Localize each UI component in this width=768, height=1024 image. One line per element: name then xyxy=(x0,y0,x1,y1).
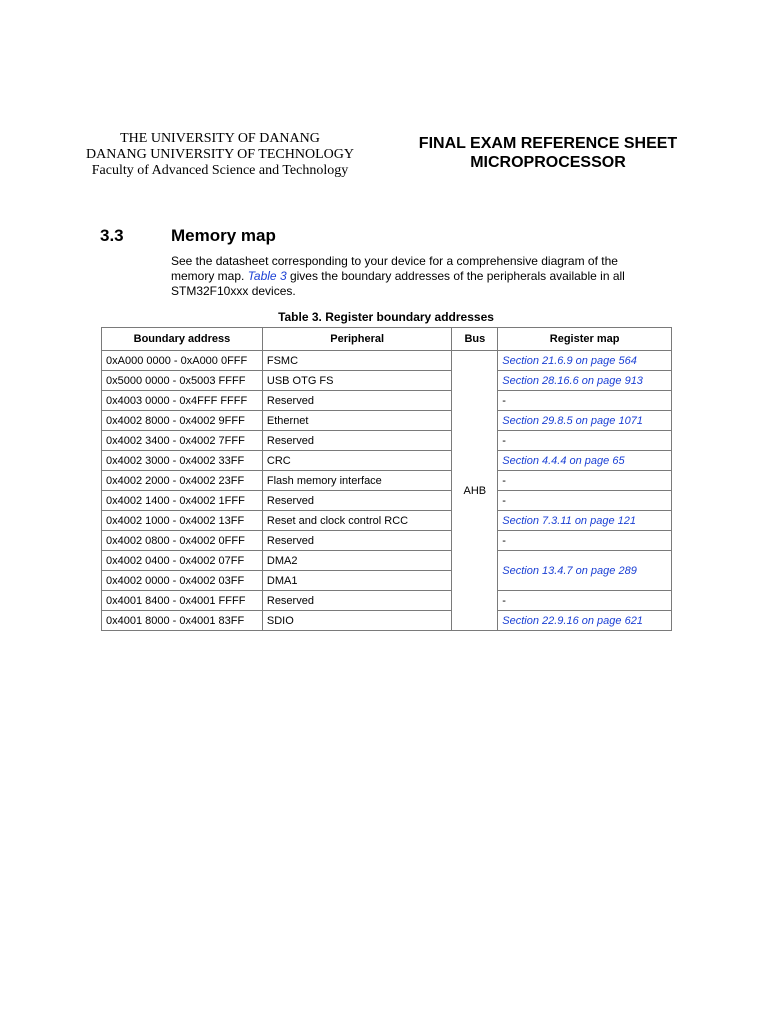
section-intro xyxy=(171,254,661,299)
cell-peripheral: Reserved xyxy=(262,431,452,451)
table-row xyxy=(102,391,672,411)
cell-register-map: - xyxy=(498,531,672,551)
cell-peripheral: USB OTG FS xyxy=(262,371,452,391)
register-map-link[interactable]: Section 13.4.7 on page 289 xyxy=(498,551,672,591)
register-map-link[interactable]: Section 28.16.6 on page 913 xyxy=(498,371,672,391)
register-map-link[interactable]: Section 22.9.16 on page 621 xyxy=(498,611,672,631)
table-row xyxy=(102,511,672,531)
table-row xyxy=(102,551,672,571)
table-row xyxy=(102,371,672,391)
table-row xyxy=(102,351,672,371)
cell-boundary-address: 0x4002 8000 - 0x4002 9FFF xyxy=(102,411,263,431)
table-row xyxy=(102,471,672,491)
cell-peripheral: Ethernet xyxy=(262,411,452,431)
cell-boundary-address: 0x4002 0000 - 0x4002 03FF xyxy=(102,571,263,591)
intro-text-2: gives the boundary addresses of the peripherals available in all STM32F10xxx devices. xyxy=(171,269,625,298)
cell-peripheral: DMA2 xyxy=(262,551,452,571)
cell-peripheral: Reserved xyxy=(262,531,452,551)
university-header xyxy=(70,131,370,179)
cell-register-map: - xyxy=(498,591,672,611)
table-reference-link[interactable]: Table 3 xyxy=(247,269,287,283)
cell-peripheral: Reserved xyxy=(262,391,452,411)
register-map-link[interactable]: Section 4.4.4 on page 65 xyxy=(498,451,672,471)
cell-boundary-address: 0x5000 0000 - 0x5003 FFFF xyxy=(102,371,263,391)
header-register-map: Register map xyxy=(498,328,672,351)
section-number: 3.3 xyxy=(100,226,124,245)
section-title: Memory map xyxy=(171,226,276,245)
table-row xyxy=(102,411,672,431)
cell-peripheral: DMA1 xyxy=(262,571,452,591)
register-boundary-table xyxy=(101,327,672,631)
table-row xyxy=(102,591,672,611)
table-body xyxy=(102,351,672,631)
exam-title-line-2: MICROPROCESSOR xyxy=(470,154,626,171)
exam-title xyxy=(390,134,706,172)
table-caption: Table 3. Register boundary addresses xyxy=(278,310,494,324)
register-map-link[interactable]: Section 21.6.9 on page 564 xyxy=(498,351,672,371)
cell-boundary-address: 0x4002 0400 - 0x4002 07FF xyxy=(102,551,263,571)
cell-boundary-address: 0x4003 0000 - 0x4FFF FFFF xyxy=(102,391,263,411)
table-row xyxy=(102,431,672,451)
register-map-link[interactable]: Section 29.8.5 on page 1071 xyxy=(498,411,672,431)
cell-peripheral: Reserved xyxy=(262,591,452,611)
header-boundary-address: Boundary address xyxy=(102,328,263,351)
table-header-row xyxy=(102,328,672,351)
exam-title-line-1: FINAL EXAM REFERENCE SHEET xyxy=(418,135,678,152)
cell-boundary-address: 0x4002 1000 - 0x4002 13FF xyxy=(102,511,263,531)
cell-boundary-address: 0x4001 8400 - 0x4001 FFFF xyxy=(102,591,263,611)
register-map-link[interactable]: Section 7.3.11 on page 121 xyxy=(498,511,672,531)
cell-boundary-address: 0x4002 3000 - 0x4002 33FF xyxy=(102,451,263,471)
cell-boundary-address: 0x4002 0800 - 0x4002 0FFF xyxy=(102,531,263,551)
cell-boundary-address: 0x4002 1400 - 0x4002 1FFF xyxy=(102,491,263,511)
school-name: DANANG UNIVERSITY OF TECHNOLOGY xyxy=(86,147,354,162)
cell-register-map: - xyxy=(498,431,672,451)
cell-register-map: - xyxy=(498,491,672,511)
cell-bus: AHB xyxy=(452,351,498,631)
faculty-name: Faculty of Advanced Science and Technology xyxy=(91,163,349,178)
cell-register-map: - xyxy=(498,471,672,491)
table-row xyxy=(102,531,672,551)
cell-boundary-address: 0x4002 2000 - 0x4002 23FF xyxy=(102,471,263,491)
cell-peripheral: FSMC xyxy=(262,351,452,371)
cell-peripheral: SDIO xyxy=(262,611,452,631)
cell-peripheral: Flash memory interface xyxy=(262,471,452,491)
header-peripheral: Peripheral xyxy=(262,328,452,351)
cell-boundary-address: 0xA000 0000 - 0xA000 0FFF xyxy=(102,351,263,371)
intro-text-1: See the datasheet corresponding to your device for a comprehensive diagram of the memory map. xyxy=(171,254,618,283)
header-bus: Bus xyxy=(452,328,498,351)
table-row xyxy=(102,491,672,511)
table-row xyxy=(102,451,672,471)
university-name: THE UNIVERSITY OF DANANG xyxy=(120,131,320,146)
cell-peripheral: Reset and clock control RCC xyxy=(262,511,452,531)
cell-boundary-address: 0x4002 3400 - 0x4002 7FFF xyxy=(102,431,263,451)
table-row xyxy=(102,611,672,631)
cell-register-map: - xyxy=(498,391,672,411)
cell-peripheral: Reserved xyxy=(262,491,452,511)
cell-boundary-address: 0x4001 8000 - 0x4001 83FF xyxy=(102,611,263,631)
cell-peripheral: CRC xyxy=(262,451,452,471)
